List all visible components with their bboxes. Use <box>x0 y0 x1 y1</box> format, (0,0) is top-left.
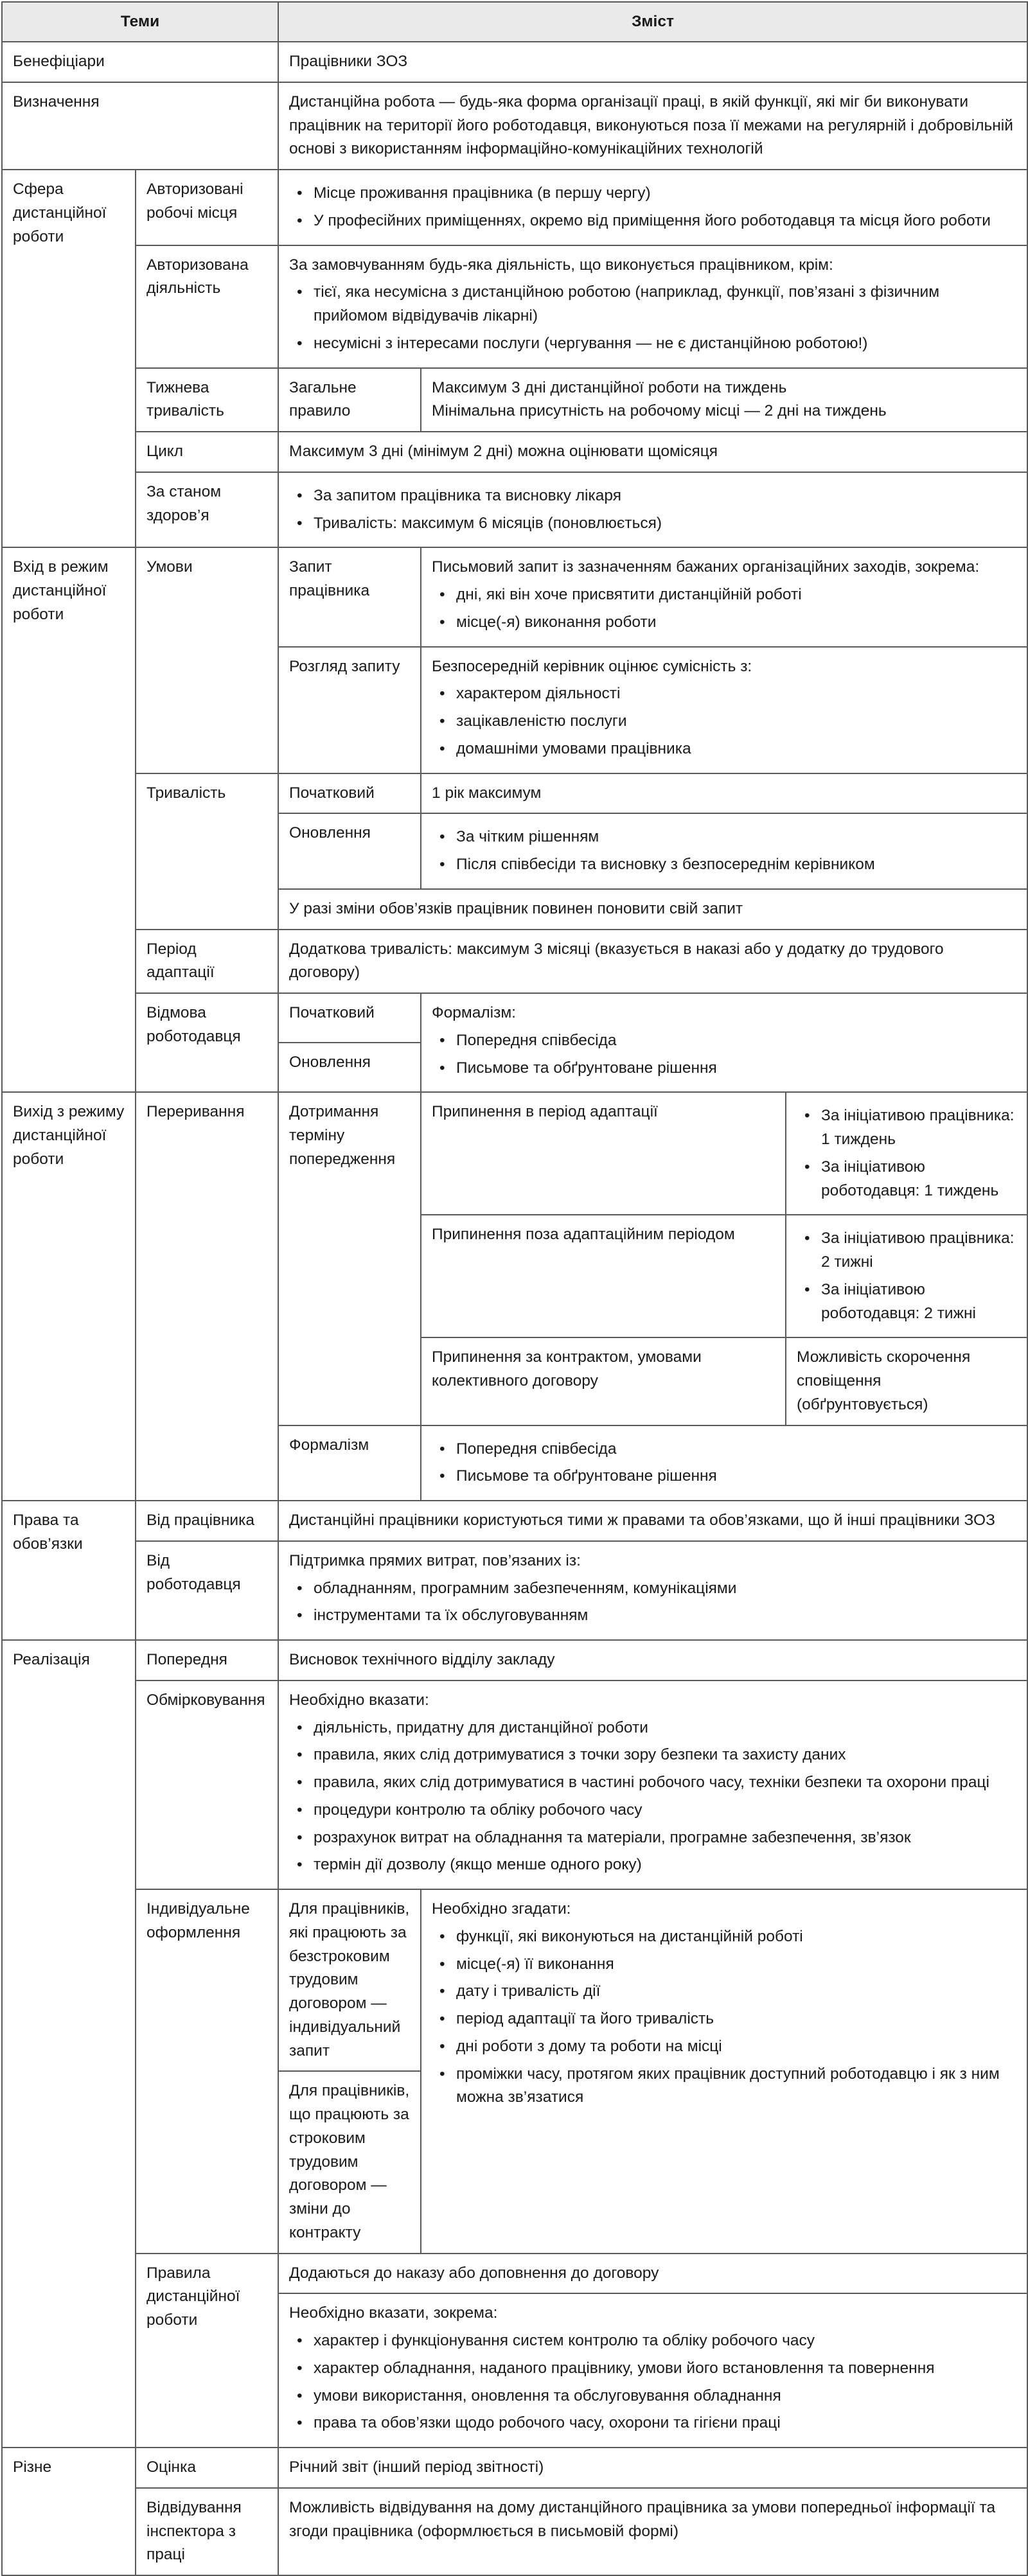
list-workplaces <box>289 182 1016 233</box>
list-item: • За чітким рішенням <box>456 825 1016 849</box>
list-rights-employer <box>289 1577 1016 1628</box>
row-scope-workplaces <box>2 170 1027 245</box>
label-misc-inspector: Відвідування інспектора з праці <box>136 2488 278 2575</box>
individual-intro: Необхідно згадати: <box>432 1900 571 1918</box>
label-weekly: Тижнева тривалість <box>136 368 278 432</box>
content-exit-outside <box>786 1215 1027 1337</box>
list-item: • характером діяльності <box>456 682 1016 706</box>
row-beneficiaries <box>2 42 1027 82</box>
row-definition <box>2 82 1027 170</box>
list-item: • У професійних приміщеннях, окремо від приміщення його роботодавця та місця його роботи <box>314 209 1016 233</box>
list-item: • характер обладнання, наданого працівнику, умови його встановлення та повернення <box>314 2357 1016 2381</box>
list-item: • правила, яких слід дотримуватися в частині робочого часу, техніки безпеки та охорони праці <box>314 1771 1016 1795</box>
list-item: • тієї, яка несумісна з дистанційною роботою (наприклад, функції, пов’язані з фізичним прийомом відвідувачів лікарні) <box>314 281 1016 328</box>
label-exit-formalism: Формалізм <box>278 1425 421 1501</box>
list-exit-adapt <box>797 1104 1016 1203</box>
weekly-line1: Максимум 3 дні дистанційної роботи на тиждень <box>432 378 787 396</box>
list-health <box>289 484 1016 536</box>
content-request <box>421 547 1027 646</box>
text-impl-rules: Додаються до наказу або доповнення до договору <box>278 2254 1027 2294</box>
label-request: Запит працівника <box>278 547 421 646</box>
list-item: • місце(-я) її виконання <box>456 1953 1016 1977</box>
list-item: • несумісні з інтересами послуги (чергування — не є дистанційною роботою!) <box>314 332 1016 356</box>
list-item: • дні, які він хоче присвятити дистанційній роботі <box>456 583 1016 607</box>
row-entry-request <box>2 547 1027 646</box>
label-health: За станом здоров’я <box>136 472 278 548</box>
content-impl-consider <box>278 1681 1027 1889</box>
row-scope-health <box>2 472 1027 548</box>
list-item: • дату і тривалість дії <box>456 1980 1016 2004</box>
label-definition: Визначення <box>2 82 278 170</box>
list-item: • За ініціативою роботодавця: 1 тиждень <box>821 1156 1016 1203</box>
row-rights-employee <box>2 1501 1027 1541</box>
label-impl-individual: Індивідуальне оформлення <box>136 1889 278 2254</box>
list-review <box>432 682 1016 761</box>
list-item: • умови використання, оновлення та обслуговування обладнання <box>314 2385 1016 2408</box>
content-duration-renewal <box>421 813 1027 889</box>
content-workplaces <box>278 170 1027 245</box>
list-item: • розрахунок витрат на обладнання та матеріали, програмне забезпечення, зв’язок <box>314 1826 1016 1850</box>
text-duration-note: У разі зміни обов’язків працівник повинен поновити свій запит <box>278 889 1027 930</box>
list-item: • інструментами та їх обслуговуванням <box>314 1604 1016 1628</box>
header-themes: Теми <box>2 2 278 42</box>
label-misc-evaluation: Оцінка <box>136 2448 278 2488</box>
content-impl-rules <box>278 2293 1027 2448</box>
label-rights-employee: Від працівника <box>136 1501 278 1541</box>
label-duration-renewal: Оновлення <box>278 813 421 889</box>
content-exit-adapt <box>786 1092 1027 1215</box>
label-duration: Тривалість <box>136 773 278 930</box>
list-item: • Тривалість: максимум 6 місяців (поновлюється) <box>314 512 1016 536</box>
text-rights-employee: Дистанційні працівники користуються тими ж правами та обов’язками, що й інші працівники ЗОЗ <box>278 1501 1027 1541</box>
label-adaptation: Період адаптації <box>136 930 278 994</box>
list-item: • функції, які виконуються на дистанційній роботі <box>456 1925 1016 1949</box>
label-implementation: Реалізація <box>2 1640 136 2448</box>
label-conditions: Умови <box>136 547 278 773</box>
consider-intro: Необхідно вказати: <box>289 1691 429 1709</box>
list-item: • За ініціативою роботодавця: 2 тижні <box>821 1278 1016 1326</box>
label-activity: Авторизована діяльність <box>136 245 278 368</box>
text-misc-evaluation: Річний звіт (інший період звітності) <box>278 2448 1027 2488</box>
list-item: • процедури контролю та обліку робочого часу <box>314 1799 1016 1822</box>
list-exit-formalism <box>432 1438 1016 1489</box>
list-item: • діяльність, придатну для дистанційної роботи <box>314 1716 1016 1740</box>
list-item: • За ініціативою працівника: 1 тиждень <box>821 1104 1016 1152</box>
row-impl-individual-permanent <box>2 1889 1027 2071</box>
list-activity <box>289 281 1016 355</box>
list-item: • період адаптації та його тривалість <box>456 2007 1016 2031</box>
list-item: • Після співбесіди та висновку з безпосереднім керівником <box>456 853 1016 877</box>
row-scope-cycle <box>2 432 1027 472</box>
label-refusal-initial: Початковий <box>278 993 421 1043</box>
label-impl-prior: Попередня <box>136 1640 278 1681</box>
row-impl-prior <box>2 1640 1027 1681</box>
list-duration-renewal <box>432 825 1016 877</box>
content-health <box>278 472 1027 548</box>
text-duration-initial: 1 рік максимум <box>421 773 1027 814</box>
label-review: Розгляд запиту <box>278 647 421 773</box>
label-exit-adapt: Припинення в період адаптації <box>421 1092 786 1215</box>
label-misc: Різне <box>2 2448 136 2575</box>
telework-table <box>1 1 1028 2576</box>
list-item: • Письмове та обґрунтоване рішення <box>456 1465 1016 1488</box>
header-row <box>2 2 1027 42</box>
text-adaptation: Додаткова тривалість: максимум 3 місяці (вказується в наказі або у додатку до трудового договору) <box>278 930 1027 994</box>
label-workplaces: Авторизовані робочі місця <box>136 170 278 245</box>
text-misc-inspector: Можливість відвідування на дому дистанційного працівника за умови попередньої інформації та згоди працівника (оформлюється в письмовій формі) <box>278 2488 1027 2575</box>
text-beneficiaries: Працівники ЗОЗ <box>278 42 1027 82</box>
row-entry-duration-initial <box>2 773 1027 814</box>
weekly-line2: Мінімальна присутність на робочому місці — 2 дні на тиждень <box>432 402 887 420</box>
review-intro: Безпосередній керівник оцінює сумісність з: <box>432 657 752 675</box>
label-entry: Вхід в режим дистанційної роботи <box>2 547 136 1092</box>
content-weekly <box>421 368 1027 432</box>
list-item: • місце(-я) виконання роботи <box>456 611 1016 635</box>
activity-intro: За замовчуванням будь-яка діяльність, що виконується працівником, крім: <box>289 256 833 274</box>
list-item: • За ініціативою працівника: 2 тижні <box>821 1227 1016 1275</box>
label-impl-rules: Правила дистанційної роботи <box>136 2254 278 2448</box>
list-item: • домашніми умовами працівника <box>456 737 1016 761</box>
content-exit-formalism <box>421 1425 1027 1501</box>
label-exit-contract: Припинення за контрактом, умовами колективного договору <box>421 1337 786 1425</box>
row-scope-activity <box>2 245 1027 368</box>
text-exit-contract: Можливість скорочення сповіщення (обґрунтовується) <box>786 1337 1027 1425</box>
label-notice: Дотримання терміну попередження <box>278 1092 421 1425</box>
label-refusal: Відмова роботодавця <box>136 993 278 1092</box>
row-exit-adapt <box>2 1092 1027 1215</box>
label-beneficiaries: Бенефіціари <box>2 42 278 82</box>
content-review <box>421 647 1027 773</box>
row-rights-employer <box>2 1541 1027 1640</box>
label-impl-consider: Обмірковування <box>136 1681 278 1889</box>
label-rights: Права та обов’язки <box>2 1501 136 1640</box>
label-exit-outside: Припинення поза адаптаційним періодом <box>421 1215 786 1337</box>
row-entry-adaptation <box>2 930 1027 994</box>
label-rights-employer: Від роботодавця <box>136 1541 278 1640</box>
list-item: • обладнанням, програмним забезпеченням, комунікаціями <box>314 1577 1016 1601</box>
label-exit: Вихід з режиму дистанційної роботи <box>2 1092 136 1501</box>
row-impl-consider <box>2 1681 1027 1889</box>
label-interrupt: Переривання <box>136 1092 278 1501</box>
list-item: • зацікавленістю послуги <box>456 710 1016 734</box>
rules-intro: Необхідно вказати, зокрема: <box>289 2304 498 2322</box>
text-cycle: Максимум 3 дні (мінімум 2 дні) можна оцінювати щомісяця <box>278 432 1027 472</box>
list-item: • За запитом працівника та висновку лікаря <box>314 484 1016 508</box>
list-refusal <box>432 1029 1016 1081</box>
list-exit-outside <box>797 1227 1016 1325</box>
content-rights-employer <box>278 1541 1027 1640</box>
refusal-intro: Формалізм: <box>432 1004 516 1021</box>
list-impl-rules <box>289 2329 1016 2435</box>
row-impl-rules-text <box>2 2254 1027 2294</box>
list-item: • дні роботи з дому та роботи на місці <box>456 2035 1016 2059</box>
rights-employer-intro: Підтримка прямих витрат, пов’язаних із: <box>289 1551 581 1569</box>
content-refusal <box>421 993 1027 1092</box>
list-request <box>432 583 1016 635</box>
list-item: • правила, яких слід дотримуватися з точки зору безпеки та захисту даних <box>314 1743 1016 1767</box>
list-item: • Попередня співбесіда <box>456 1029 1016 1053</box>
label-duration-initial: Початковий <box>278 773 421 814</box>
request-intro: Письмовий запит із зазначенням бажаних організаційних заходів, зокрема: <box>432 558 980 576</box>
text-definition: Дистанційна робота — будь-яка форма організації праці, в якій функції, які міг би виконувати працівник на території його роботодавця, виконуються поза її межами на регулярній і добровільній основі з використанням інформаційно-комунікаційних технологій <box>278 82 1027 170</box>
label-refusal-renewal: Оновлення <box>278 1043 421 1092</box>
list-impl-consider <box>289 1716 1016 1878</box>
row-misc-evaluation <box>2 2448 1027 2488</box>
text-impl-fixed: Для працівників, що працюють за строковим трудовим договором — зміни до контракту <box>278 2071 421 2253</box>
list-item: • права та обов’язки щодо робочого часу, охорони та гігієни праці <box>314 2412 1016 2435</box>
content-activity <box>278 245 1027 368</box>
header-content: Зміст <box>278 2 1027 42</box>
label-cycle: Цикл <box>136 432 278 472</box>
list-item: • Попередня співбесіда <box>456 1438 1016 1461</box>
content-impl-individual <box>421 1889 1027 2254</box>
text-impl-prior: Висновок технічного відділу закладу <box>278 1640 1027 1681</box>
label-scope: Сфера дистанційної роботи <box>2 170 136 547</box>
list-item: • характер і функціонування систем контролю та обліку робочого часу <box>314 2329 1016 2353</box>
sublabel-weekly: Загальне правило <box>278 368 421 432</box>
list-item: • Місце проживання працівника (в першу чергу) <box>314 182 1016 206</box>
list-item: • термін дії дозволу (якщо менше одного року) <box>314 1853 1016 1877</box>
text-impl-permanent: Для працівників, які працюють за безстроковим трудовим договором — індивідуальний запит <box>278 1889 421 2071</box>
row-scope-weekly <box>2 368 1027 432</box>
list-item: • Письмове та обґрунтоване рішення <box>456 1057 1016 1081</box>
list-impl-individual <box>432 1925 1016 2110</box>
row-misc-inspector <box>2 2488 1027 2575</box>
row-entry-refusal-initial <box>2 993 1027 1043</box>
list-item: • проміжки часу, протягом яких працівник доступний роботодавцю і як з ним можна зв’язатися <box>456 2063 1016 2110</box>
